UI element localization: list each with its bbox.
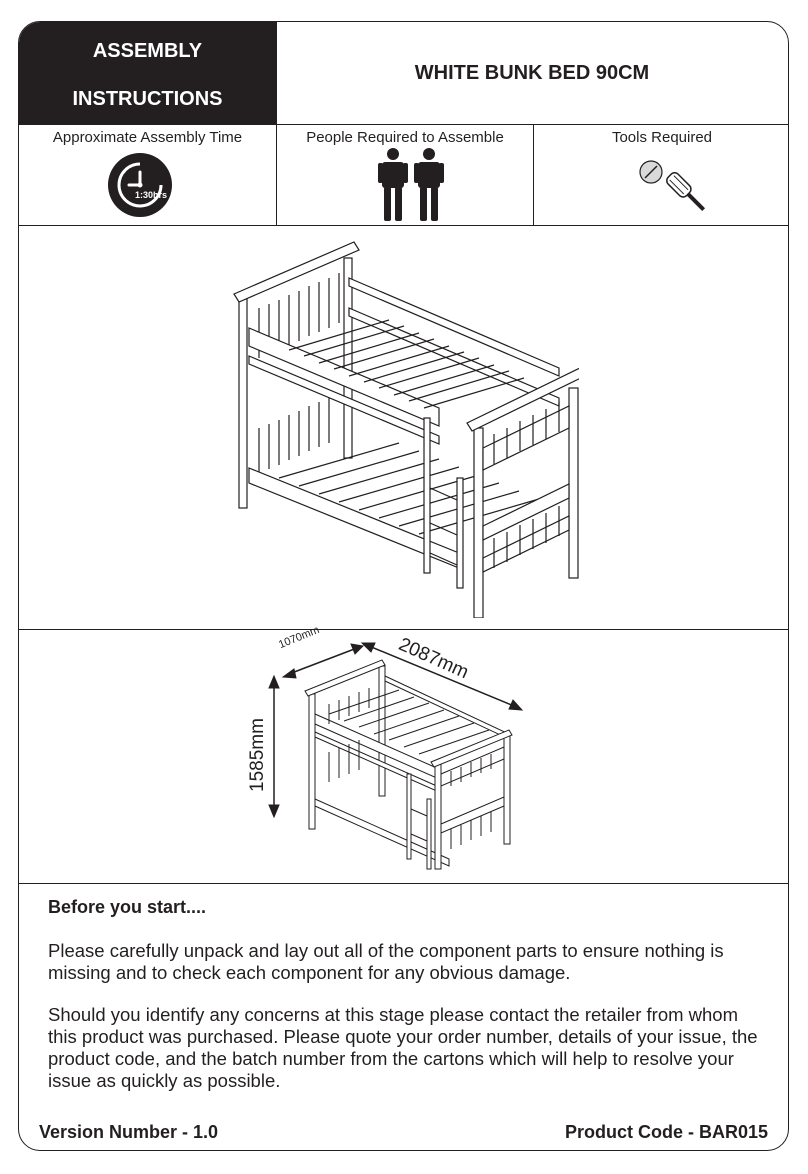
badge-line-2: INSTRUCTIONS (72, 88, 223, 110)
divider (19, 883, 789, 884)
version-number: Version Number - 1.0 (39, 1122, 219, 1142)
divider (533, 125, 534, 226)
instruction-page-frame (18, 21, 789, 1151)
divider (276, 22, 277, 125)
people-required-label: People Required to Assemble (306, 129, 504, 146)
badge-line-1: ASSEMBLY (92, 40, 203, 62)
height-dimension-label: 1585mm (247, 718, 268, 792)
divider (19, 124, 789, 125)
width-dimension-label: 1070mm (277, 623, 322, 652)
before-you-start-heading: Before you start.... (48, 897, 207, 917)
tools-required-label: Tools Required (611, 129, 713, 146)
length-dimension-label: 2087mm (395, 634, 472, 684)
screwdriver-icon (636, 157, 706, 213)
before-you-start-paragraph-1: Please carefully unpack and lay out all of the component parts to ensure nothing is missing and to check each component for any obvious damage. (48, 940, 724, 983)
divider (19, 225, 789, 226)
two-people-icon (376, 147, 448, 223)
product-code: Product Code - BAR015 (564, 1122, 768, 1142)
divider (276, 125, 277, 226)
clock-icon (107, 152, 173, 218)
before-you-start-section (48, 897, 768, 1091)
bunk-bed-dimensions-illustration (239, 634, 539, 884)
product-title: WHITE BUNK BED 90CM (414, 62, 650, 84)
before-you-start-paragraph-2: Should you identify any concerns at this stage please contact the retailer from whom this product was purchased. Please quote your order number, details of your issue, the product code, and the batch number from the cartons which will help to resolve your issue as quickly as possible. (48, 1004, 758, 1091)
assembly-time-label: Approximate Assembly Time (52, 129, 243, 146)
assembly-time-value: 1:30hrs (135, 190, 168, 200)
bunk-bed-illustration (229, 238, 579, 618)
assembly-instructions-badge (19, 22, 276, 125)
divider (19, 629, 789, 630)
